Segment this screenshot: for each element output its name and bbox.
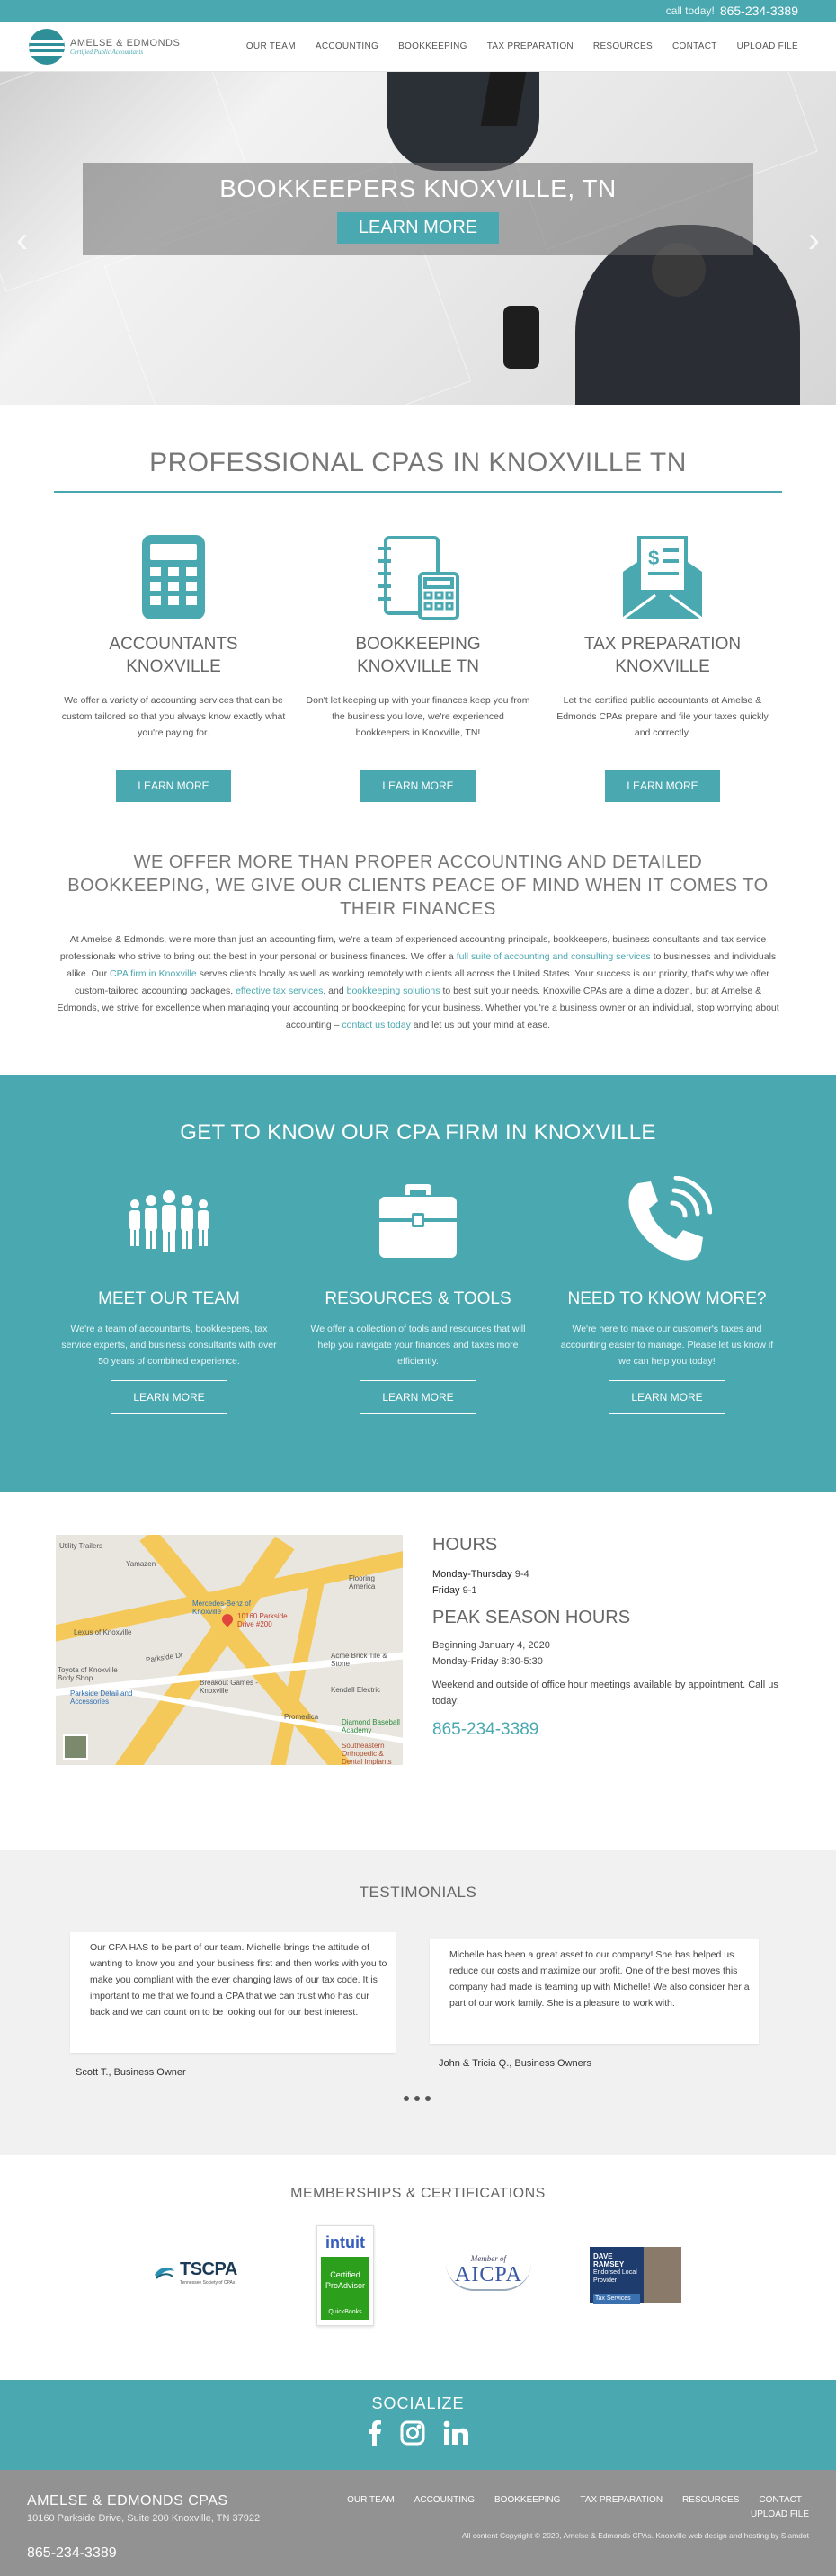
calculator-icon — [61, 530, 286, 624]
firm-card-contact — [559, 1176, 775, 1414]
testimonials-section — [0, 1850, 836, 2155]
nav-upload-file[interactable]: UPLOAD FILE — [736, 41, 798, 51]
link-web-design[interactable]: Knoxville web design — [655, 2531, 727, 2540]
nav-accounting[interactable]: ACCOUNTING — [315, 41, 379, 51]
footer-phone-link[interactable]: 865-234-3389 — [27, 2545, 117, 2561]
accountants-learn-more-button[interactable]: LEARN MORE — [116, 770, 230, 802]
testimonial-author: Scott T., Business Owner — [76, 2067, 186, 2078]
firm-card-title: MEET OUR TEAM — [98, 1289, 240, 1308]
service-title: BOOKKEEPING KNOXVILLE TN — [355, 635, 481, 676]
briefcase-icon — [310, 1176, 526, 1266]
main-nav — [246, 41, 798, 51]
top-bar — [0, 0, 836, 22]
carousel-dot[interactable] — [425, 2096, 431, 2101]
link-accounting-services[interactable]: full suite of accounting and consulting services — [456, 951, 651, 962]
carousel-dot[interactable] — [414, 2096, 420, 2101]
service-title: ACCOUNTANTS KNOXVILLE — [109, 635, 238, 676]
site-header — [0, 22, 836, 72]
service-title: TAX PREPARATION KNOXVILLE — [583, 635, 742, 676]
facebook-icon[interactable] — [368, 2420, 382, 2450]
carousel-dots — [404, 2096, 431, 2101]
service-card-bookkeeping — [306, 530, 530, 802]
link-tax-services[interactable]: effective tax services — [236, 985, 324, 996]
intuit-proadvisor-badge: intuit Certified ProAdvisor QuickBooks — [316, 2225, 374, 2326]
firm-card-text: We offer a collection of tools and resources that will help you navigate your finances and taxes more efficiently. — [310, 1324, 526, 1367]
footer-company-name: AMELSE & EDMONDS CPAS — [27, 2493, 228, 2509]
testimonial-card: Our CPA HAS to be part of our team. Michelle brings the attitude of wanting to know you and your business first and then works with you to make you compliant with the ever changing laws of our tax code. It is important to me that we found a CPA that we can trust who has our back and we can count on to be looking out for our best interest. — [70, 1932, 396, 2053]
svg-text:$: $ — [648, 547, 660, 569]
nav-tax-preparation[interactable]: TAX PREPARATION — [486, 41, 574, 51]
memberships-title: MEMBERSHIPS & CERTIFICATIONS — [290, 2186, 546, 2201]
social-section — [0, 2380, 836, 2470]
map-label: 10160 Parkside Drive #200 — [237, 1612, 288, 1628]
tscpa-logo: TSCPA Tennessee Society of CPAs — [153, 2260, 237, 2286]
site-footer — [0, 2470, 836, 2576]
map-label: Kendall Electric — [331, 1686, 381, 1694]
contact-learn-more-button[interactable]: LEARN MORE — [609, 1380, 725, 1414]
service-card-accountants — [61, 530, 286, 802]
firm-card-text: We're here to make our customer's taxes and accounting easier to manage. Please let us know if we can help you today! — [560, 1324, 774, 1367]
footer-nav — [347, 2495, 802, 2505]
hero-learn-more-button[interactable]: LEARN MORE — [337, 212, 499, 244]
map-label: Toyota of Knoxville Body Shop — [58, 1666, 118, 1682]
services-title: PROFESSIONAL CPAS IN KNOXVILLE TN — [54, 448, 782, 493]
chevron-right-icon[interactable]: › — [807, 220, 820, 260]
footer-nav-resources[interactable]: RESOURCES — [682, 2495, 740, 2505]
testimonials-title: TESTIMONIALS — [359, 1884, 477, 1901]
google-map[interactable] — [56, 1535, 403, 1765]
phone-icon — [559, 1176, 775, 1266]
memberships-section — [0, 2155, 836, 2380]
footer-nav-upload-file[interactable]: UPLOAD FILE — [750, 2509, 809, 2519]
link-hosting[interactable]: hosting — [743, 2531, 769, 2540]
footer-address: 10160 Parkside Drive, Suite 200 Knoxville, TN 37922 — [27, 2513, 261, 2524]
logo-mark-icon — [29, 29, 65, 65]
map-label: Mercedes-Benz of Knoxville — [192, 1600, 251, 1616]
chevron-left-icon[interactable]: ‹ — [16, 220, 29, 260]
dave-ramsey-photo — [644, 2247, 681, 2303]
notebook-calculator-icon — [306, 530, 530, 624]
hero-slider — [0, 72, 836, 405]
location-section — [0, 1492, 836, 1850]
service-text: Let the certified public accountants at Amelse & Edmonds CPAs prepare and file your taxes quickly and correctly. — [556, 695, 769, 738]
nav-our-team[interactable]: OUR TEAM — [245, 41, 296, 51]
resources-learn-more-button[interactable]: LEARN MORE — [360, 1380, 476, 1414]
aicpa-logo: Member of AICPA — [446, 2254, 531, 2291]
about-text: At Amelse & Edmonds, we're more than just an accounting firm, we're a team of experienced accounting principals, bookkeepers, business consultants and tax service professionals who strive to bring out the best in your personal or business finances. We offer a full suite of accounting and consulting services to businesses and individuals alike. Our CPA firm in Knoxville serves clients locally as well as working remotely with clients all across the United States. Your success is our priority, that's why we offer custom-tailored accounting packages, effective tax services, and bookkeeping solutions to best suit your needs. Knoxville CPAs are a dime a dozen, but at Amelse & Edmonds, we strive for excellence when managing your accounting or bookkeeping for your business. Whether you're a business owner or an individual, stop worrying about accounting – contact us today and let us put your mind at ease. — [57, 934, 779, 1030]
testimonial-card: Michelle has been a great asset to our company! She has helped us reduce our costs and maximize our profit. One of the best moves this company had made is teaming up with Michelle! We also consider her a part of our work family. She is a pleasure to work with. — [430, 1939, 759, 2044]
about-title: WE OFFER MORE THAN PROPER ACCOUNTING AND DETAILED BOOKKEEPING, WE GIVE OUR CLIENTS PEACE OF MIND WHEN IT COMES TO THEIR FINANCES — [67, 852, 769, 919]
logo-tagline: Certified Public Accountants — [70, 48, 144, 56]
link-bookkeeping-solutions[interactable]: bookkeeping solutions — [346, 985, 440, 996]
nav-contact[interactable]: CONTACT — [671, 41, 717, 51]
envelope-dollar-icon — [550, 530, 775, 624]
footer-nav-contact[interactable]: CONTACT — [759, 2495, 802, 2505]
logo-name: AMELSE & EDMONDS — [70, 37, 181, 49]
map-label: Promedica — [284, 1713, 319, 1721]
firm-card-text: We're a team of accountants, bookkeepers, tax service experts, and business consultants with over 50 years of combined experience. — [61, 1324, 277, 1367]
site-logo[interactable] — [29, 29, 180, 65]
service-text: We offer a variety of accounting services that can be custom tailored so that you always know exactly what you're paying for. — [61, 695, 286, 738]
map-label: Parkside Detail and Accessories — [70, 1689, 133, 1706]
map-label: Acme Brick Tile & Stone — [331, 1652, 387, 1668]
street-view-thumbnail[interactable] — [63, 1734, 88, 1760]
firm-card-title: RESOURCES & TOOLS — [325, 1289, 511, 1308]
map-label: Lexus of Knoxville — [74, 1628, 132, 1636]
footer-nav-bookkeeping[interactable]: BOOKKEEPING — [494, 2495, 561, 2505]
instagram-icon[interactable] — [400, 2420, 425, 2450]
tax-learn-more-button[interactable]: LEARN MORE — [605, 770, 719, 802]
carousel-dot[interactable] — [404, 2096, 409, 2101]
firm-title: GET TO KNOW OUR CPA FIRM IN KNOXVILLE — [180, 1120, 656, 1145]
office-hours: HOURS Monday-Thursday 9-4 Friday 9-1 PEAK SEASON HOURS Beginning January 4, 2020 Monday-Friday 8:30-5:30 Weekend and outside of office hour meetings available by appointment. Call us today! 865-234-3389 — [432, 1535, 792, 1740]
linkedin-icon[interactable] — [443, 2420, 468, 2450]
firm-card-resources — [310, 1176, 526, 1414]
team-learn-more-button[interactable]: LEARN MORE — [111, 1380, 227, 1414]
firm-card-team — [61, 1176, 277, 1414]
bookkeeping-learn-more-button[interactable]: LEARN MORE — [360, 770, 475, 802]
service-card-tax-preparation — [550, 530, 775, 802]
social-title: SOCIALIZE — [371, 2394, 465, 2412]
firm-section — [0, 1075, 836, 1492]
hours-phone-link[interactable]: 865-234-3389 — [432, 1720, 539, 1739]
service-text: Don't let keeping up with your finances keep you from the business you love, we're experienced bookkeepers in Knoxville, TN! — [306, 695, 530, 738]
hours-note: Weekend and outside of office hour meetings available by appointment. Call us today! — [432, 1680, 778, 1707]
link-contact-us[interactable]: contact us today — [342, 1020, 411, 1030]
hero-caption — [83, 163, 753, 255]
hero-title: BOOKKEEPERS KNOXVILLE, TN — [219, 174, 617, 202]
nav-resources[interactable]: RESOURCES — [592, 41, 653, 51]
testimonial-author: John & Tricia Q., Business Owners — [439, 2058, 591, 2069]
footer-nav-our-team[interactable]: OUR TEAM — [347, 2495, 395, 2505]
tscpa-swoosh-icon — [153, 2264, 176, 2282]
map-label: Yamazen — [126, 1560, 156, 1568]
top-phone-link[interactable]: 865-234-3389 — [719, 4, 798, 18]
footer-copyright: All content Copyright © 2020, Amelse & Edmonds CPAs. Knoxville web design and hosting by Slamdot — [461, 2531, 809, 2540]
about-block — [54, 851, 782, 1034]
dave-ramsey-badge: DAVE RAMSEY Endorsed Local Provider Tax Services — [590, 2247, 681, 2303]
peak-hours-title: PEAK SEASON HOURS — [432, 1608, 631, 1627]
hours-title: HOURS — [432, 1535, 498, 1555]
map-label: Diamond Baseball Academy — [342, 1718, 400, 1734]
map-label: Utility Trailers — [59, 1542, 103, 1550]
firm-card-title: NEED TO KNOW MORE? — [567, 1289, 767, 1308]
map-label: Flooring America — [349, 1574, 376, 1591]
call-today-text: call today! — [665, 4, 715, 17]
map-label: Parkside Dr — [145, 1651, 184, 1664]
footer-nav-tax-preparation[interactable]: TAX PREPARATION — [580, 2495, 663, 2505]
nav-bookkeeping[interactable]: BOOKKEEPING — [398, 41, 467, 51]
footer-nav-accounting[interactable]: ACCOUNTING — [414, 2495, 475, 2505]
services-section — [0, 405, 836, 1034]
map-label: Breakout Games - Knoxville — [200, 1679, 258, 1695]
link-cpa-firm[interactable]: CPA firm in Knoxville — [110, 968, 197, 979]
map-label: Southeastern Orthopedic & Dental Implants — [342, 1742, 392, 1765]
hero-briefcase-bottom — [503, 306, 539, 369]
team-icon — [61, 1176, 277, 1266]
